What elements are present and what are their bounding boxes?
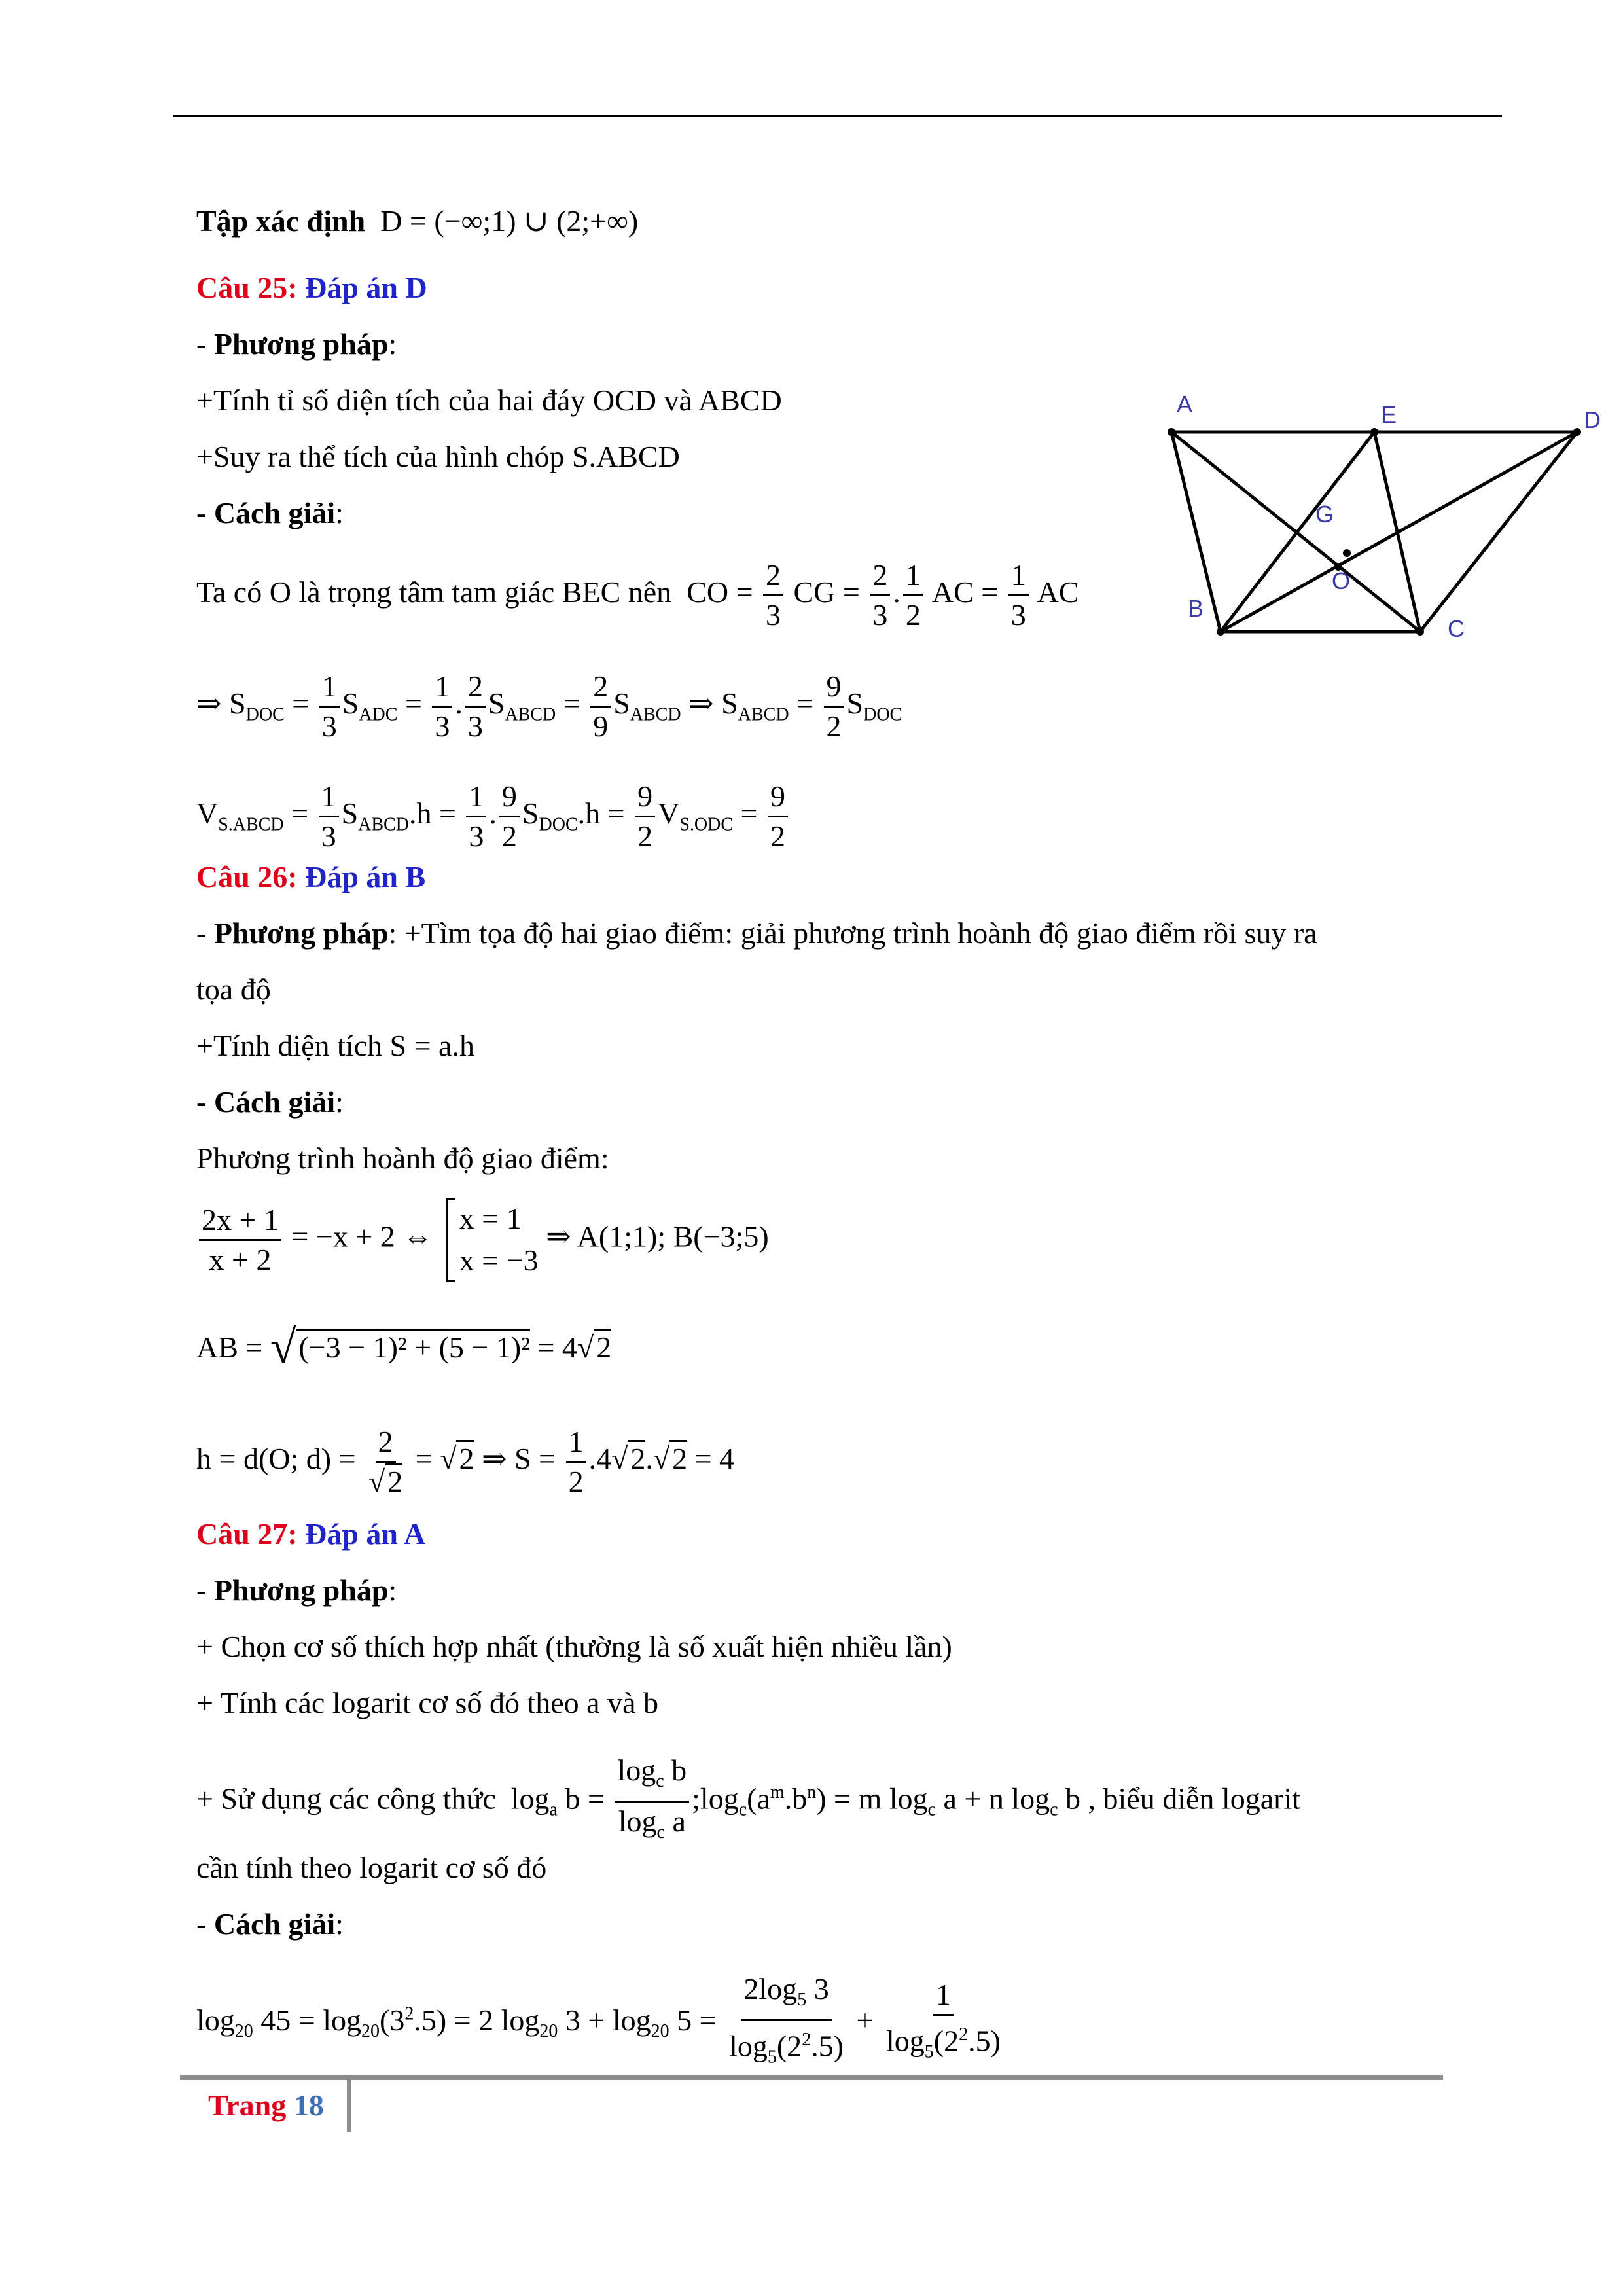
fig-label-b: B	[1188, 595, 1204, 622]
q27-final: $\log_{20} 45 = \log_{20}(3^2.5) = 2$ $\log_{20} 3 + \log_{20} 5$ = $\frac{2\log_5 3}{\log_5(2^2.5)}$ + $\frac{1}{\log_5(2^2.5)}$	[196, 1970, 1006, 2077]
page-value: 18	[293, 2089, 324, 2122]
domain-label: Tập xác định	[196, 204, 366, 238]
q25-method-heading: - Phương pháp:	[196, 327, 397, 361]
header-rule	[173, 115, 1502, 117]
q26-eq1: $\frac{2x + 1}{x + 2}$ = −x + 2 ⇔ x = 1 x = −3 ⇒ A(1;1); B(−3;5)	[196, 1198, 769, 1282]
q26-title: Câu 26: Đáp án B	[196, 860, 426, 893]
q27-solution-heading: - Cách giải:	[196, 1907, 344, 1941]
footer-divider	[347, 2080, 351, 2132]
page-number	[208, 2088, 324, 2123]
q27-method-2: + Tính các logarit cơ số đó theo a và b	[196, 1686, 658, 1719]
q26-solution-heading: - Cách giải:	[196, 1085, 344, 1119]
fig-label-c: C	[1448, 615, 1465, 642]
fig-label-a: A	[1177, 391, 1193, 418]
fig-label-o: O	[1332, 567, 1351, 594]
q25-eq-line2: ⇒ $S_{DOC}$ = $\frac{1}{3}$ $S_{ADC}$ = $\frac{1}{3}$ . $\frac{2}{3}$ $S_{ABCD}$ = $\frac{2}{9}$ $S_{ABCD}$ ⇒ $S_{ABCD}$ = $\frac{9}{2}$ $S_{DOC}$	[196, 668, 902, 745]
q26-line1: Phương trình hoành độ giao điểm:	[196, 1141, 609, 1175]
q26-method-cont: tọa độ	[196, 973, 271, 1006]
q25-method-2: +Suy ra thể tích của hình chóp S.ABCD	[196, 440, 680, 473]
q26-eq3: h = d(O; d) = $\frac{2}{√2}$ = √2 ⇒ S = $\frac{1}{2}$ .4√2.√2 = 4	[196, 1423, 734, 1501]
q27-method-1: + Chọn cơ số thích hợp nhất (thường là số xuất hiện nhiều lần)	[196, 1630, 952, 1663]
q25-answer: Đáp án D	[305, 271, 427, 304]
q25-title	[196, 270, 427, 306]
q25-method-1: +Tính tỉ số diện tích của hai đáy OCD và ABCD	[196, 384, 782, 417]
q26-method-2: +Tính diện tích S = a.h	[196, 1029, 474, 1062]
q25-eq-line3: $V_{S.ABCD}$ = $\frac{1}{3}$ $S_{ABCD}.h$ = $\frac{1}{3}$ . $\frac{9}{2}$ $S_{DOC}.h$ = $\frac{9}{2}$ $V_{S.ODC}$ = $\frac{9}{2}$	[196, 778, 791, 855]
q25-eq-line1: Ta có O là trọng tâm tam giác BEC nên CO = $\frac{2}{3}$ CG = $\frac{2}{3}$ . $\frac{1}{2}$ AC = $\frac{1}{3}$ AC	[196, 556, 1079, 634]
fig-label-d: D	[1584, 406, 1601, 433]
q25-figure	[1165, 380, 1610, 655]
footer-rule	[180, 2075, 1443, 2080]
domain-line	[196, 203, 638, 240]
q26-method: - Phương pháp: +Tìm tọa độ hai giao điểm: giải phương trình hoành độ giao điểm rồi suy ra	[196, 916, 1317, 950]
q27-method-4: cần tính theo logarit cơ số đó	[196, 1851, 547, 1884]
q27-method-heading: - Phương pháp:	[196, 1573, 397, 1607]
q26-eq2: AB = √(−3 − 1)² + (5 − 1)² = 4√2	[196, 1321, 612, 1373]
q27-method-3: + Sử dụng các công thức $\log_a b$ = $\frac{\log_c b}{\log_c a}$ $;\log_c(a^m.b^n) = m$ $\log_c a + n$ $\log_c b$ , biểu diễn logarit	[196, 1751, 1300, 1852]
q25-number: Câu 25:	[196, 271, 298, 304]
fig-label-e: E	[1381, 401, 1397, 428]
q25-solution-heading: - Cách giải:	[196, 496, 344, 529]
q27-title: Câu 27: Đáp án A	[196, 1517, 426, 1551]
page-label: Trang	[208, 2089, 287, 2122]
domain-math: D = (−∞;1) ∪ (2;+∞)	[380, 204, 639, 238]
fig-label-g: G	[1315, 501, 1334, 528]
